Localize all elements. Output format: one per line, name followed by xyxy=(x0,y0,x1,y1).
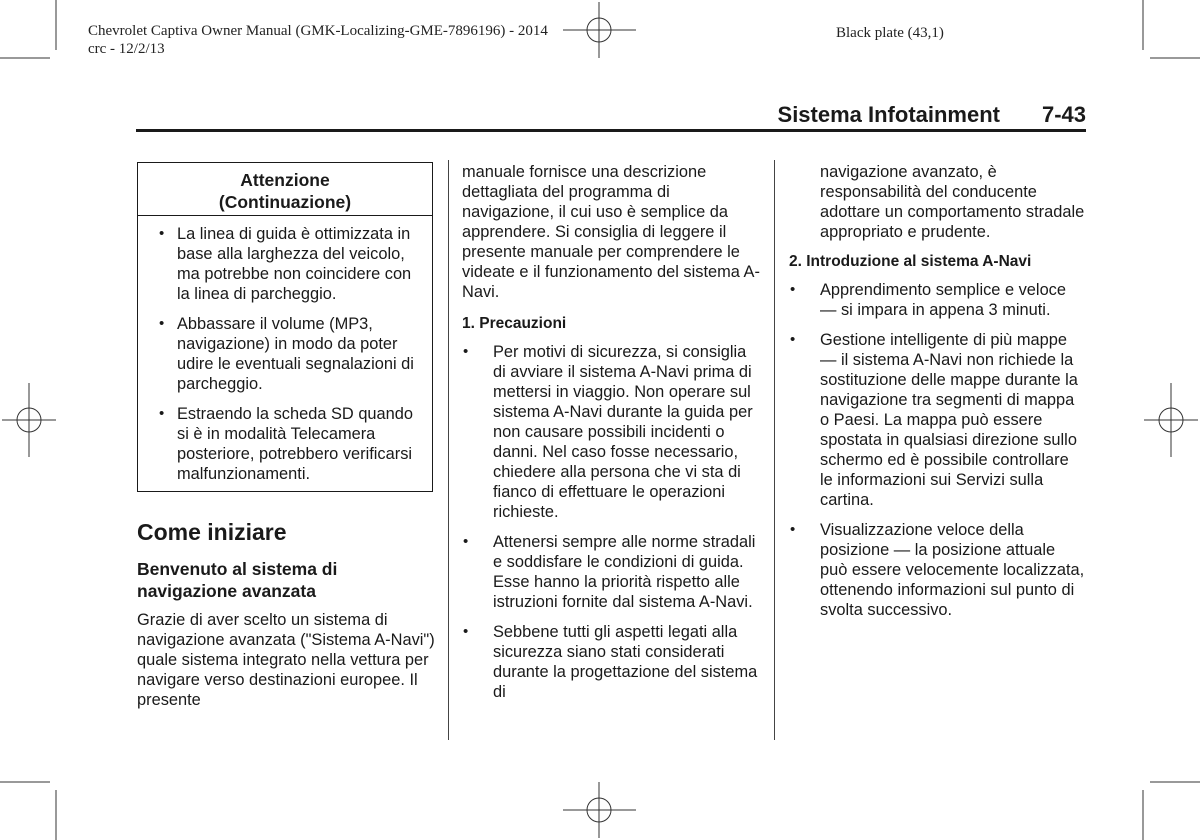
bullet-icon: • xyxy=(159,225,165,242)
column-3 xyxy=(789,162,1085,620)
intro-paragraph: Grazie di aver scelto un sistema di navigazione avanzata ("Sistema A-Navi") quale sistema integrato nella vettura per navigare verso destinazioni europee. Il presente xyxy=(137,611,435,709)
document-title-line: Chevrolet Captiva Owner Manual (GMK-Localizing-GME-7896196) - 2014 xyxy=(88,23,548,39)
bullet-icon: • xyxy=(159,405,165,422)
feature-item-text: Apprendimento semplice e veloce — si impara in appena 3 minuti. xyxy=(820,281,1066,319)
introduction-heading: 2. Introduzione al sistema A-Navi xyxy=(789,253,1032,270)
bullet-icon: • xyxy=(463,623,469,640)
warning-item xyxy=(146,404,426,484)
precaution-item-text: Attenersi sempre alle norme stradali e soddisfare le condizioni di guida. Esse hanno la priorità rispetto alle istruzioni fornite dal sistema A-Navi. xyxy=(493,533,756,611)
subsection-heading-line: Benvenuto al sistema di xyxy=(137,559,338,579)
section-heading: Come iniziare xyxy=(137,519,287,545)
warning-item-text: Estraendo la scheda SD quando si è in modalità Telecamera posteriore, potrebbero verificarsi malfunzionamenti. xyxy=(177,405,414,483)
plate-label: Black plate (43,1) xyxy=(836,25,944,41)
feature-item-text: Gestione intelligente di più mappe — il sistema A-Navi non richiede la sostituzione delle mappe durante la navigazione tra segmenti di mappa o Paesi. La mappa può essere spostata in qualsiasi direzione sullo schermo ed è possibile controllare le informazioni sui Servizi sulla cartina. xyxy=(820,331,1078,509)
section-title: Sistema Infotainment xyxy=(777,102,1000,127)
bullet-icon: • xyxy=(463,343,469,360)
bullet-icon: • xyxy=(463,533,469,550)
warning-item-text: La linea di guida è ottimizzata in base alla larghezza del veicolo, ma potrebbe non coincidere con la linea di parcheggio. xyxy=(177,225,412,303)
running-header xyxy=(136,101,1086,129)
bullet-icon: • xyxy=(790,281,796,298)
registration-mark-left xyxy=(2,383,56,457)
warning-heading xyxy=(138,163,432,216)
precaution-item-text: Sebbene tutti gli aspetti legati alla sicurezza siano stati considerati durante la progettazione del sistema di xyxy=(493,623,758,701)
warning-continued: (Continuazione) xyxy=(218,192,352,212)
registration-mark-top xyxy=(563,2,636,58)
warning-box xyxy=(137,162,433,492)
registration-mark-right xyxy=(1144,383,1198,457)
feature-item xyxy=(789,330,1085,510)
precaution-item xyxy=(462,342,762,522)
registration-mark-bottom xyxy=(563,782,636,838)
warning-list xyxy=(138,216,432,491)
precaution-item-continued xyxy=(789,162,1085,242)
intro-paragraph-continued: manuale fornisce una descrizione dettagliata del programma di navigazione, il cui uso è semplice da apprendere. Si consiglia di leggere il presente manuale per comprendere le videate e il funzionamento del sistema A-Navi. xyxy=(462,163,760,301)
header-rule xyxy=(136,129,1086,132)
precaution-item-text: Per motivi di sicurezza, si consiglia di avviare il sistema A-Navi prima di mettersi in viaggio. Non operare sul sistema A-Navi durante la guida per non causare possibili incidenti o danni. Nel caso fosse necessario, chiedere alla persona che vi sta di fianco di effettuare le operazioni richieste. xyxy=(493,343,753,521)
warning-item xyxy=(146,224,426,304)
column-divider-2 xyxy=(774,160,775,740)
warning-title: Attenzione xyxy=(240,170,330,190)
precaution-item xyxy=(462,622,762,702)
warning-item-text: Abbassare il volume (MP3, navigazione) in modo da poter udire le eventuali segnalazioni di parcheggio. xyxy=(177,315,414,393)
feature-item-text: Visualizzazione veloce della posizione — la posizione attuale può essere velocemente localizzata, ottenendo informazioni sul punto di svolta successivo. xyxy=(820,521,1085,619)
subsection-heading xyxy=(137,558,435,602)
bullet-icon: • xyxy=(159,315,165,332)
precaution-item-text: navigazione avanzato, è responsabilità del conducente adottare un comportamento stradale appropriato e prudente. xyxy=(820,163,1085,241)
feature-item xyxy=(789,280,1085,320)
subsection-heading-line: navigazione avanzata xyxy=(137,581,316,601)
document-date-line: crc - 12/2/13 xyxy=(88,41,165,57)
column-2 xyxy=(462,162,762,702)
bullet-icon: • xyxy=(790,331,796,348)
document-info xyxy=(88,22,548,58)
precaution-item xyxy=(462,532,762,612)
warning-item xyxy=(146,314,426,394)
column-divider-1 xyxy=(448,160,449,740)
page-number: 7-43 xyxy=(1041,102,1086,127)
column-1 xyxy=(137,162,435,710)
bullet-icon: • xyxy=(790,521,796,538)
feature-item xyxy=(789,520,1085,620)
precautions-heading: 1. Precauzioni xyxy=(462,315,567,332)
